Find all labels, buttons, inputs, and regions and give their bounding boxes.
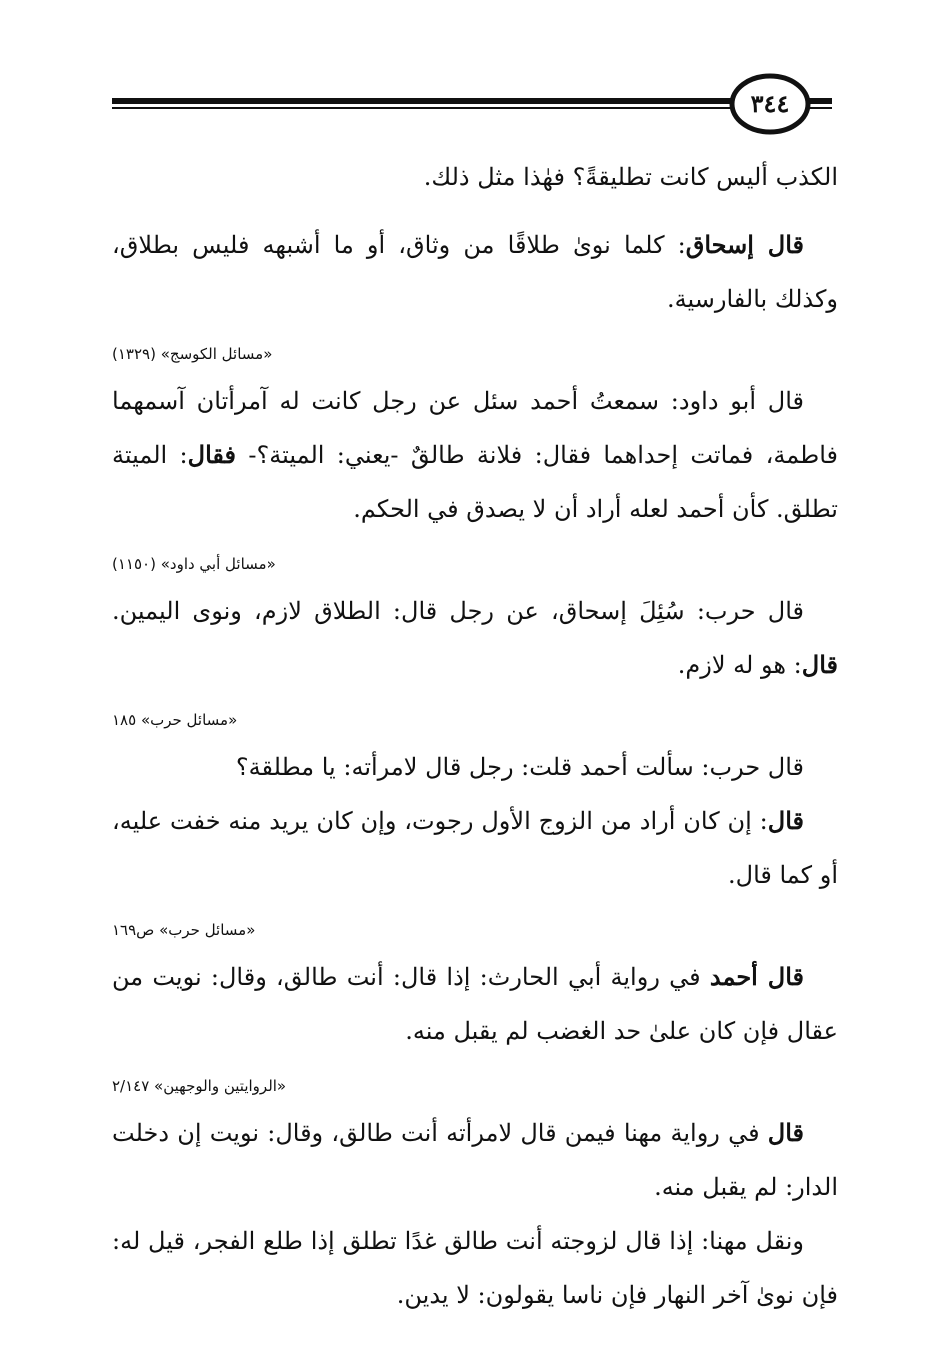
paragraph-7-lead: قال أحمد [709, 962, 804, 991]
source-citation-3: «مسائل حرب» ١٨٥ [112, 711, 238, 729]
paragraph-4-text-b: : هو له لازم. [677, 651, 802, 679]
paragraph-7-text: في رواية أبي الحارث: إذا قال: أنت طالق، وقال: نويت من عقال فإن كان علىٰ حد الغضب لم يقبل منه. [112, 963, 838, 1045]
paragraph-6 [112, 794, 838, 902]
header-rule-lines [112, 98, 832, 114]
paragraph-1-text: الكذب أليس كانت تطليقةً؟ فهٰذا مثل ذلك. [423, 163, 838, 191]
paragraph-8 [112, 1106, 838, 1214]
paragraph-9-text: ونقل مهنا: إذا قال لزوجته أنت طالق غدًا تطلق إذا طلع الفجر، قيل له: فإن نوىٰ آخر النهار فإن ناسا يقولون: لا يدين. [112, 1227, 838, 1309]
paragraph-3-text-a: قال أبو داود: سمعتُ أحمد سئل عن رجل كانت له آمرأتان آسمهما فاطمة، فماتت إحداهما فقال: فلانة طالقٌ -يعني: الميتة؟- [112, 387, 838, 469]
paragraph-8-lead: قال [767, 1118, 804, 1147]
source-citation-2: «مسائل أبي داود» (١١٥٠) [112, 555, 276, 573]
paragraph-7 [112, 950, 838, 1058]
paragraph-9 [112, 1214, 838, 1322]
paragraph-2-text: : كلما نوىٰ طلاقًا من وثاق، أو ما أشبهه فليس بطلاق، وكذلك بالفارسية. [112, 231, 838, 313]
paragraph-8-text: في رواية مهنا فيمن قال لامرأته أنت طالق، وقال: نويت إن دخلت الدار: لم يقبل منه. [112, 1119, 838, 1201]
page-content [112, 150, 838, 1322]
paragraph-5 [112, 740, 838, 794]
page-number-badge [728, 72, 812, 136]
paragraph-3-lead: فقال [187, 440, 237, 469]
source-citation-4: «مسائل حرب» ص١٦٩ [112, 921, 256, 939]
paragraph-3-text-b: : الميتة تطلق. كأن أحمد لعله أراد أن لا يصدق في الحكم. [112, 441, 838, 523]
paragraph-6-lead: قال [767, 806, 804, 835]
paragraph-2-lead: قال إسحاق [685, 230, 805, 259]
paragraph-4-text-a: قال حرب: سُئِلَ إسحاق، عن رجل قال: الطلاق لازم، ونوى اليمين. [112, 597, 804, 625]
paragraph-4-lead: قال [801, 650, 838, 679]
paragraph-6-text: : إن كان أراد من الزوج الأول رجوت، وإن كان يريد منه خفت عليه، أو كما قال. [112, 807, 838, 889]
page-number: ٣٤٤ [750, 89, 790, 118]
paragraph-2 [112, 218, 838, 326]
paragraph-4 [112, 584, 838, 692]
source-citation-5: «الروايتين والوجهين» ٢/١٤٧ [112, 1077, 287, 1095]
paragraph-1 [112, 150, 838, 204]
paragraph-3 [112, 374, 838, 536]
paragraph-5-text: قال حرب: سألت أحمد قلت: رجل قال لامرأته: يا مطلقة؟ [235, 753, 804, 781]
header-rule [112, 98, 832, 114]
source-citation-1: «مسائل الكوسج» (١٣٢٩) [112, 345, 273, 363]
